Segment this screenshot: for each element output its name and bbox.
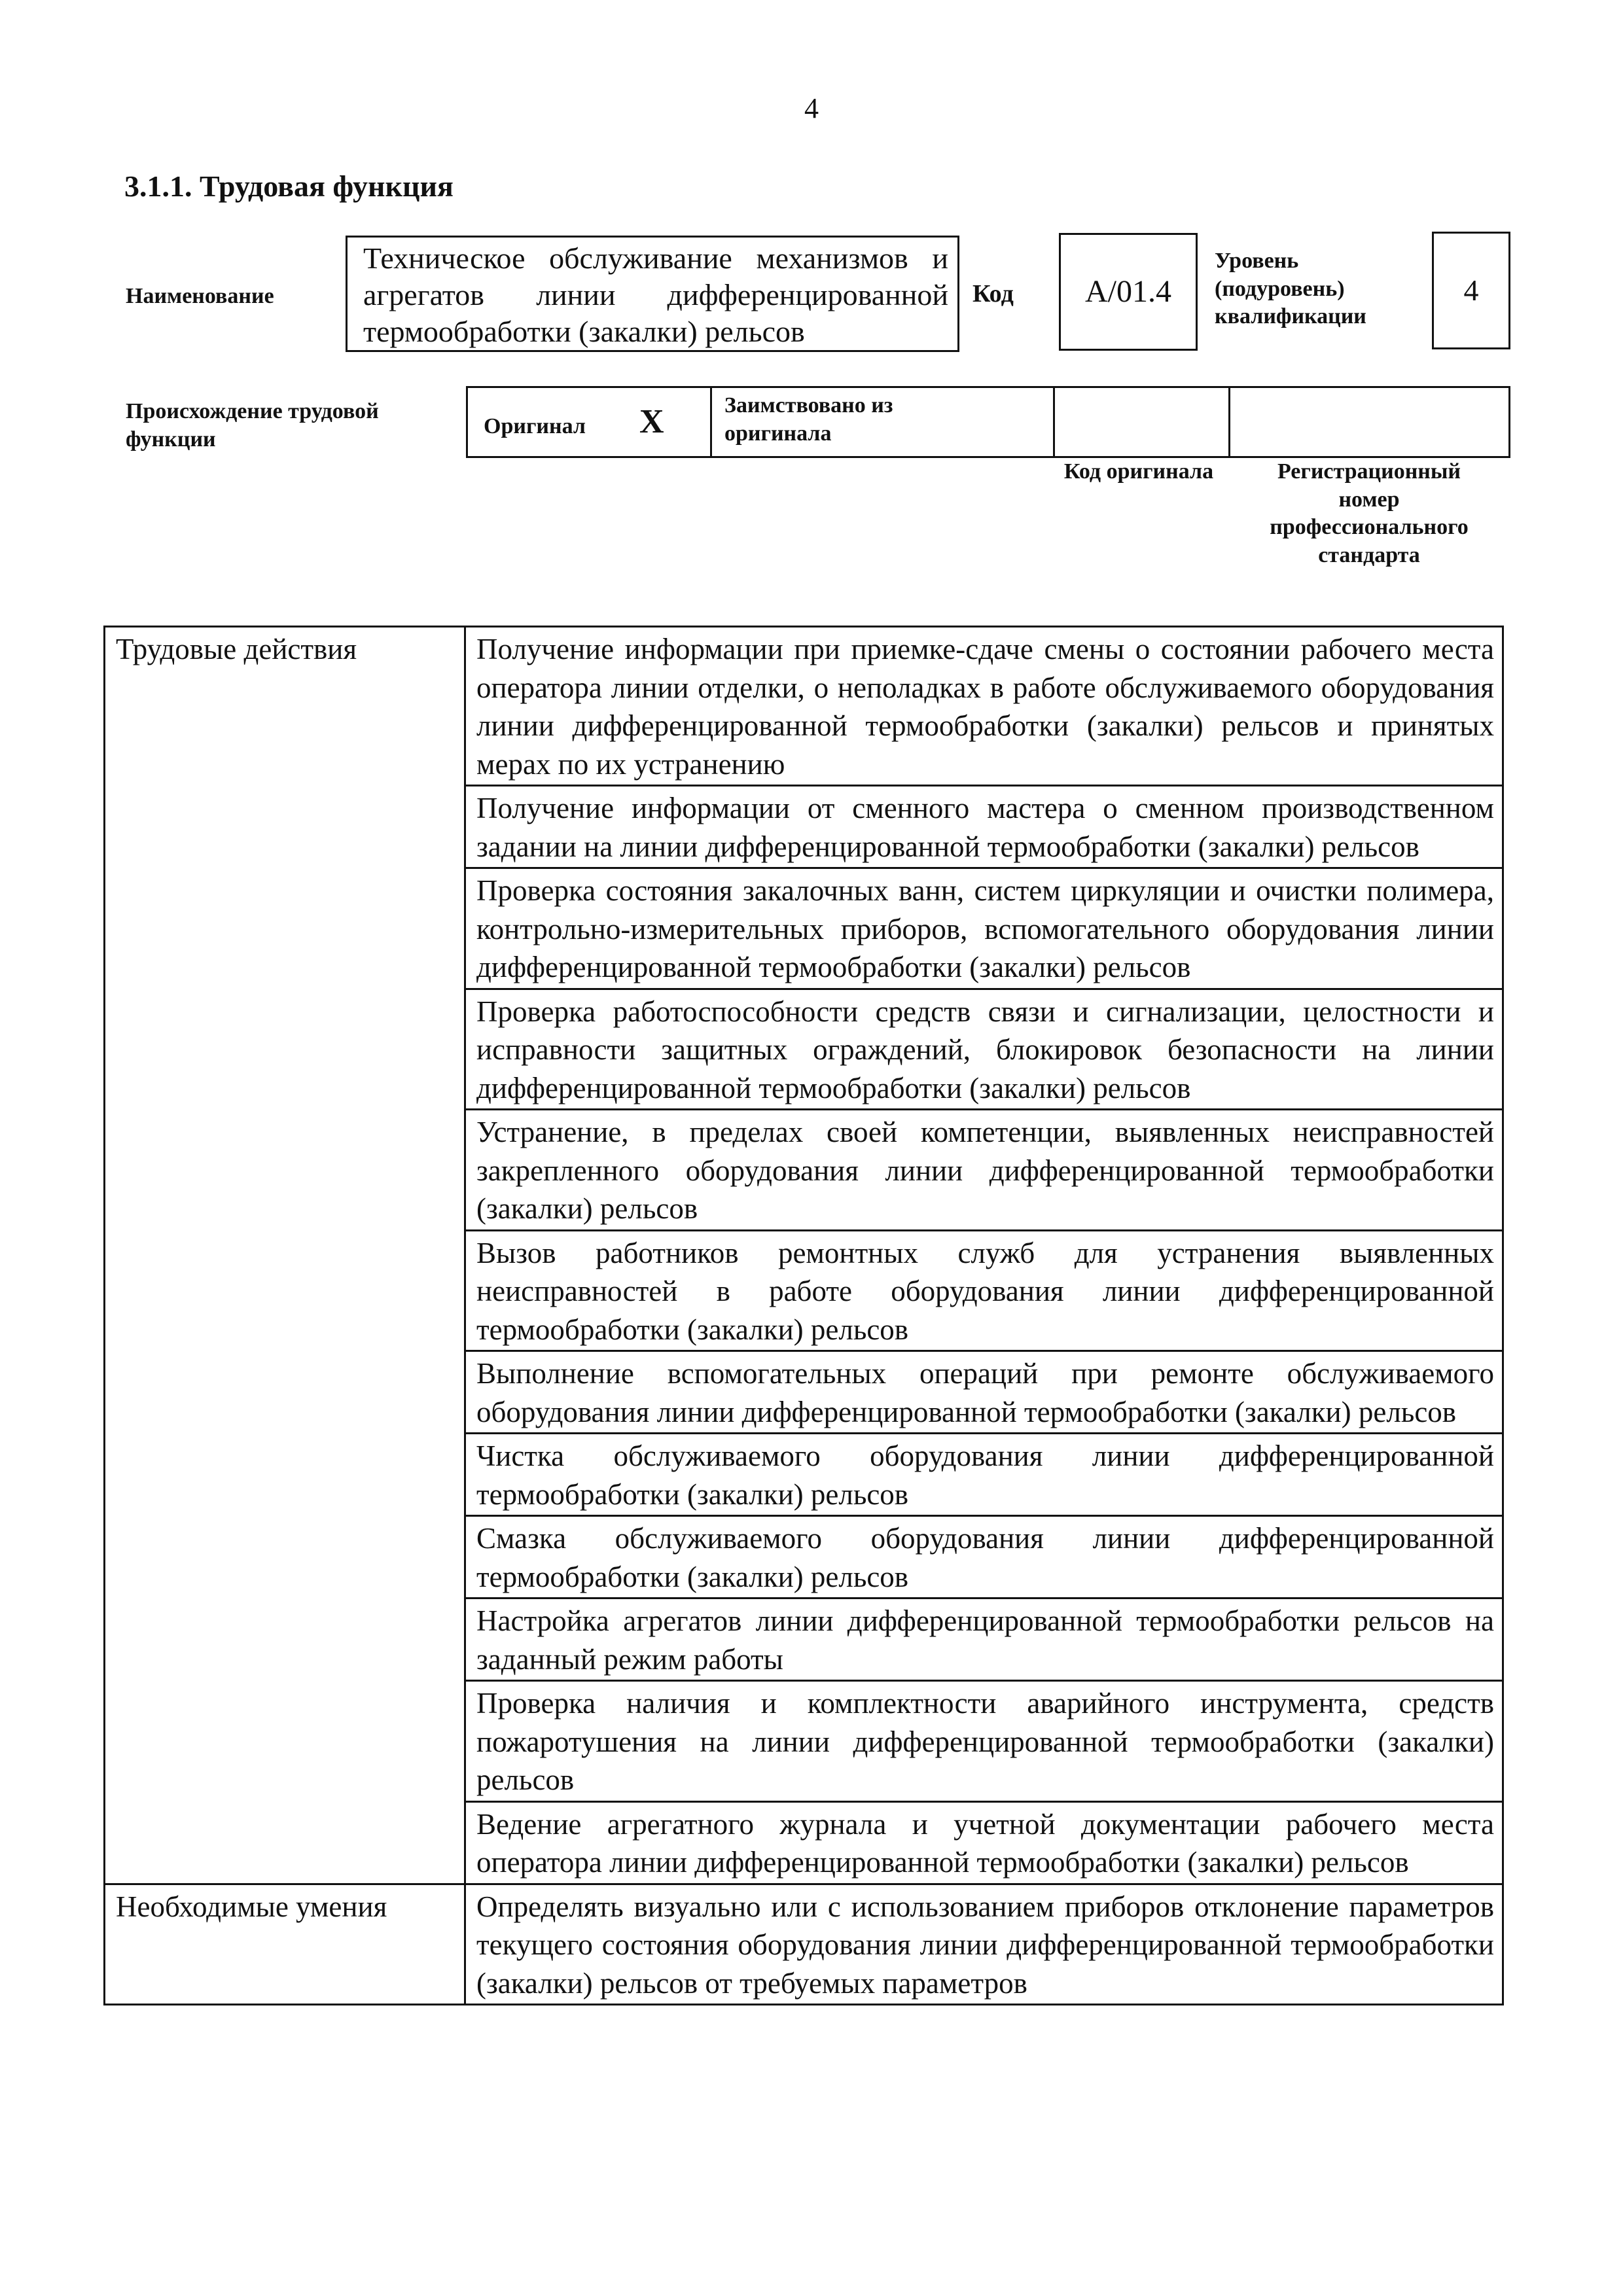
- labor-action-item: Проверка состояния закалочных ванн, систем циркуляции и очистки полимера, контрольно-измерительных приборов, вспомогательного оборудования линии дифференцированной термообработки (закалки) рельсов: [465, 868, 1503, 989]
- table-row: [105, 1884, 1503, 2005]
- origin-divider-2: [1053, 388, 1055, 456]
- labor-action-item: Настройка агрегатов линии дифференцированной термообработки рельсов на заданный режим работы: [465, 1598, 1503, 1681]
- labor-action-item: Ведение агрегатного журнала и учетной документации рабочего места оператора линии дифференцированной термообработки (закалки) рельсов: [465, 1801, 1503, 1884]
- original-code-caption: Код оригинала: [1063, 459, 1214, 484]
- labor-actions-label: Трудовые действия: [105, 627, 465, 1884]
- registration-number-caption: Регистрационный номер профессионального стандарта: [1270, 459, 1469, 567]
- function-name-box: Техническое обслуживание механизмов и агрегатов линии дифференцированной термообработки (закалки) рельсов: [346, 236, 959, 352]
- level-value-box: 4: [1432, 232, 1510, 349]
- origin-table: [466, 386, 1510, 458]
- labor-action-item: Чистка обслуживаемого оборудования линии дифференцированной термообработки (закалки) рельсов: [465, 1434, 1503, 1516]
- section-title: 3.1.1. Трудовая функция: [124, 169, 454, 203]
- labor-action-item: Проверка работоспособности средств связи и сигнализации, целостности и исправности защитных ограждений, блокировок безопасности на линии дифференцированной термообработки (закалки) рельсов: [465, 989, 1503, 1110]
- code-label: Код: [972, 280, 1014, 308]
- labor-action-item: Вызов работников ремонтных служб для устранения выявленных неисправностей в работе оборудования линии дифференцированной термообработки (закалки) рельсов: [465, 1230, 1503, 1351]
- page-number: 4: [804, 92, 819, 124]
- labor-function-table: [103, 626, 1504, 2005]
- labor-action-item: Получение информации от сменного мастера о сменном производственном задании на линии дифференцированной термообработки (закалки) рельсов: [465, 786, 1503, 868]
- labor-action-item: Смазка обслуживаемого оборудования линии дифференцированной термообработки (закалки) рельсов: [465, 1516, 1503, 1598]
- name-label: Наименование: [126, 284, 274, 308]
- borrowed-label: Заимствовано из оригинала: [724, 393, 893, 446]
- required-skills-label: Необходимые умения: [105, 1884, 465, 2005]
- labor-action-item: Выполнение вспомогательных операций при ремонте обслуживаемого оборудования линии дифференцированной термообработки (закалки) рельсов: [465, 1351, 1503, 1434]
- origin-divider-3: [1228, 388, 1230, 456]
- labor-action-item: Устранение, в пределах своей компетенции, выявленных неисправностей закрепленного оборудования линии дифференцированной термообработки (закалки) рельсов: [465, 1110, 1503, 1231]
- table-row: [105, 627, 1503, 786]
- level-label: Уровень (подуровень) квалификации: [1215, 249, 1366, 328]
- origin-label: Происхождение трудовой функции: [126, 399, 379, 451]
- labor-action-item: Получение информации при приемке-сдаче смены о состоянии рабочего места оператора линии отделки, о неполадках в работе обслуживаемого оборудования линии дифференцированной термообработки (закалки) рельсов и принятых мерах по их устранению: [465, 627, 1503, 786]
- required-skill-item: Определять визуально или с использованием приборов отклонение параметров текущего состояния оборудования линии дифференцированной термообработки (закалки) рельсов от требуемых параметров: [465, 1884, 1503, 2005]
- code-value-box: A/01.4: [1059, 233, 1198, 351]
- original-label: Оригинал: [484, 414, 586, 438]
- original-mark: X: [639, 403, 664, 440]
- labor-action-item: Проверка наличия и комплектности аварийного инструмента, средств пожаротушения на линии дифференцированной термообработки (закалки) рельсов: [465, 1681, 1503, 1802]
- origin-divider-1: [710, 388, 712, 456]
